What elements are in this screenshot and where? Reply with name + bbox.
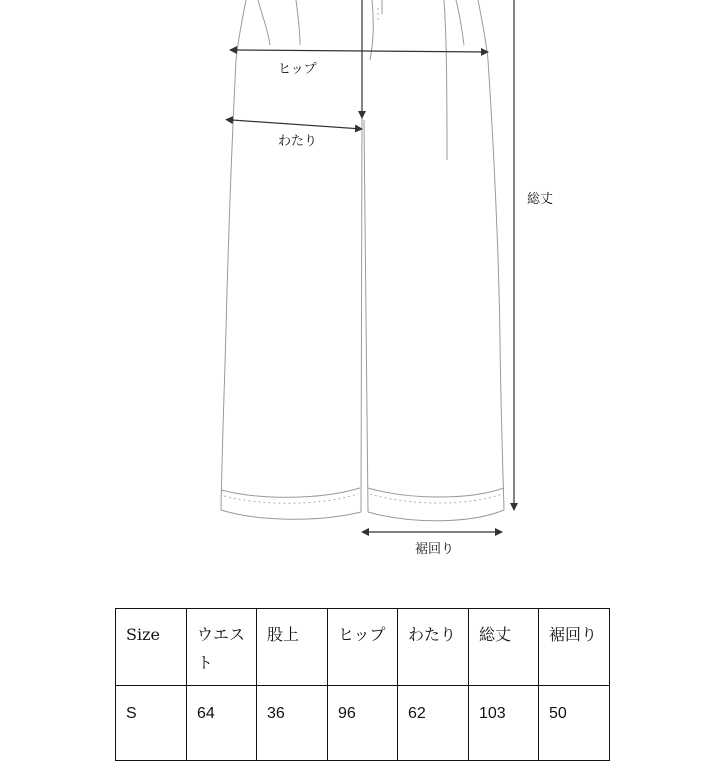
header-cell-size: Size	[116, 609, 187, 686]
hem-stitch	[224, 8, 502, 503]
thigh-arrow	[232, 120, 362, 129]
header-cell-waist: ウエスト	[187, 609, 257, 686]
size-table	[115, 608, 610, 761]
cell-size: S	[116, 686, 187, 761]
total-length-label: 総丈	[527, 192, 554, 207]
cell-hip: 96	[328, 686, 398, 761]
header-cell-hip: ヒップ	[328, 609, 398, 686]
cell-thigh: 62	[398, 686, 469, 761]
header-cell-thigh: わたり	[398, 609, 469, 686]
cell-rise: 36	[257, 686, 328, 761]
cell-hem: 50	[539, 686, 610, 761]
header-cell-rise: 股上	[257, 609, 328, 686]
hip-label: ヒップ	[278, 62, 317, 77]
table-header-row	[116, 609, 610, 686]
thigh-label: わたり	[278, 134, 318, 149]
cell-total-length: 103	[469, 686, 539, 761]
cell-waist: 64	[187, 686, 257, 761]
header-cell-total-length: 総丈	[469, 609, 539, 686]
table-row	[116, 686, 610, 761]
hem-label: 裾回り	[415, 542, 455, 557]
header-cell-hem: 裾回り	[539, 609, 610, 686]
